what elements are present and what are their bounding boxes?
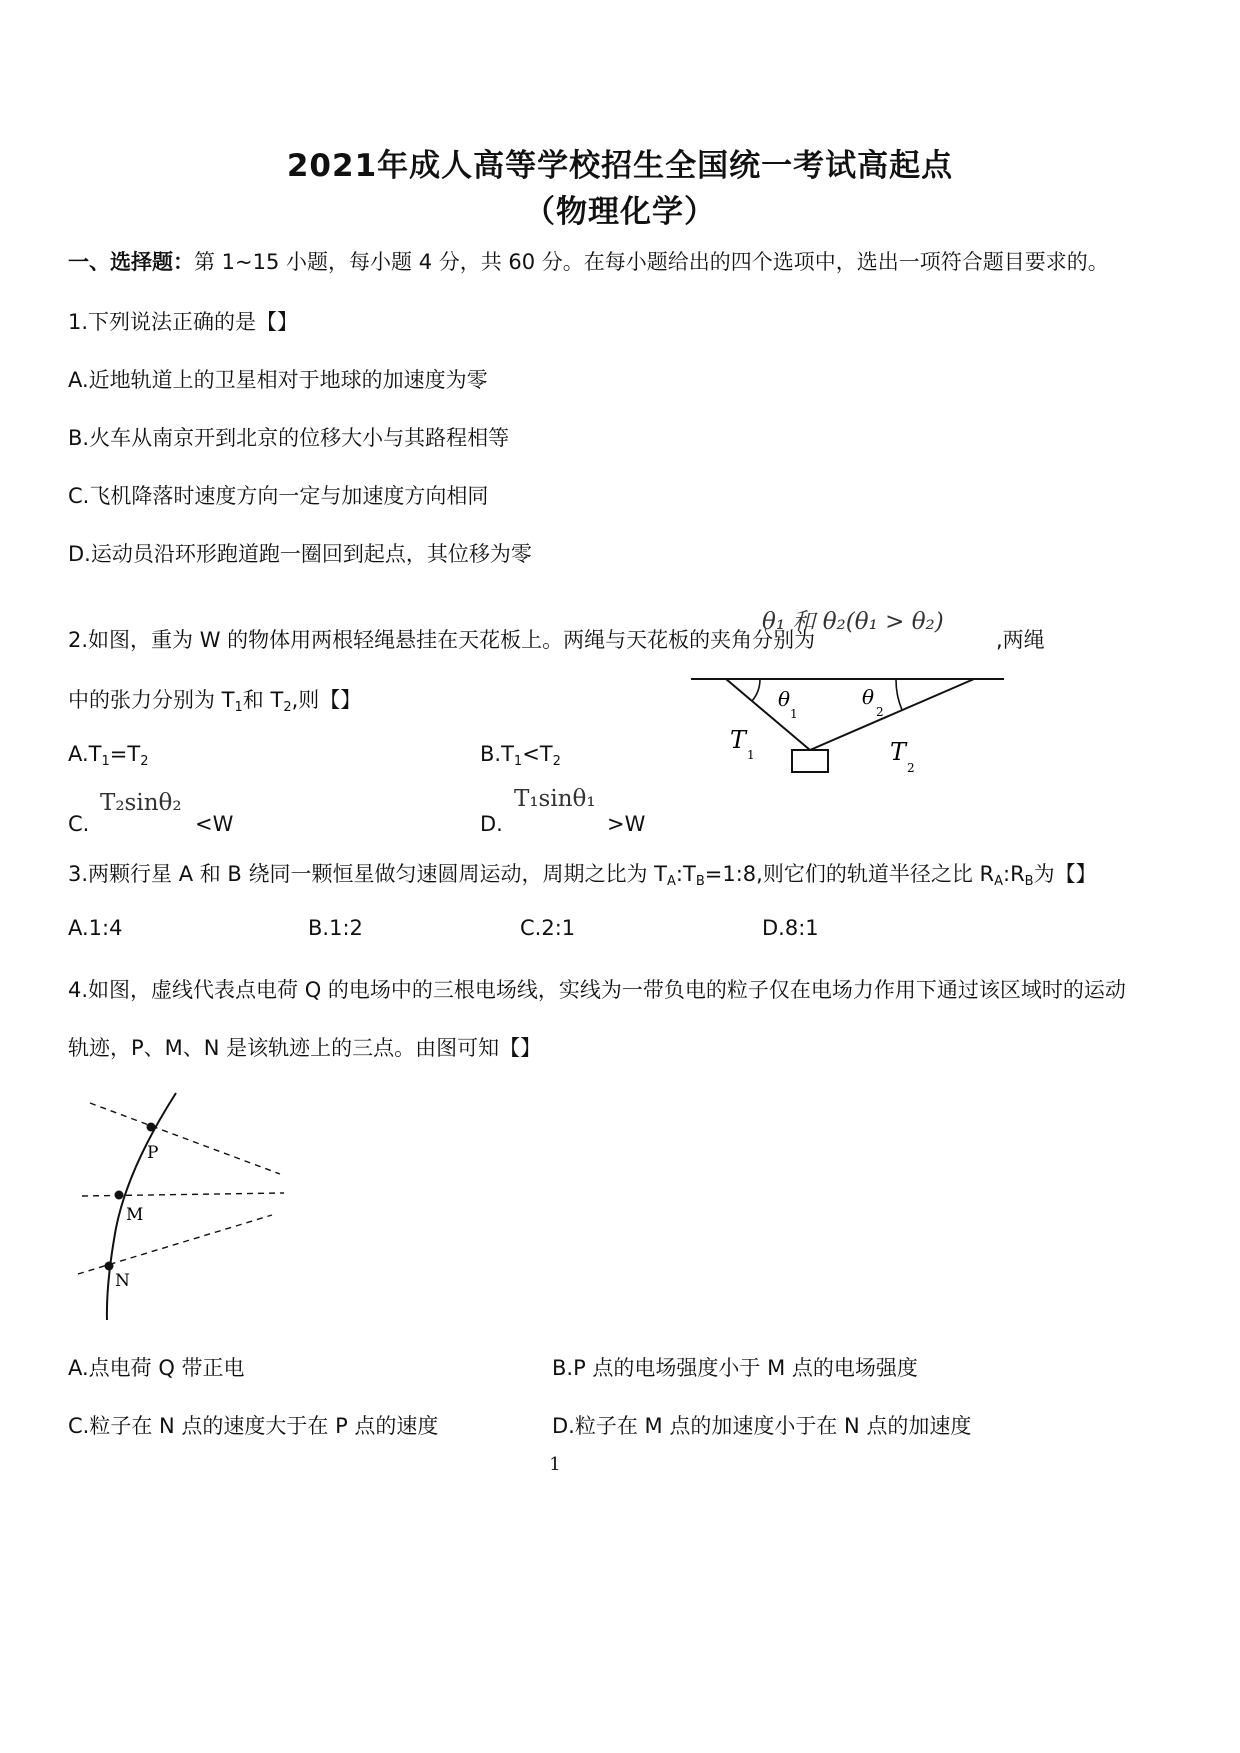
weight-block <box>792 750 828 772</box>
q2-stem-line2 <box>68 684 361 714</box>
theta2-index: 2 <box>876 705 884 719</box>
label-n: N <box>115 1271 130 1291</box>
q2-text-b: 和 T <box>242 688 284 712</box>
q4-option-d: D.粒子在 M 点的加速度小于在 N 点的加速度 <box>552 1414 972 1438</box>
q2-option-b <box>480 742 561 769</box>
q2-option-a <box>68 742 149 769</box>
q3-option-b: B.1:2 <box>308 916 363 940</box>
label-p: P <box>147 1143 159 1163</box>
q1-option-b: B.火车从南京开到北京的位移大小与其路程相等 <box>68 426 510 450</box>
q3-stem <box>68 858 1097 888</box>
q3-option-d: D.8:1 <box>762 916 819 940</box>
q3-colon2: :R <box>1003 862 1025 886</box>
section-instructions: 第 1~15 小题，每小题 4 分，共 60 分。在每小题给出的四个选项中，选出一项符合题目要求的。 <box>194 250 1109 274</box>
q2-sub-1: 1 <box>234 700 243 715</box>
q1-option-c: C.飞机降落时速度方向一定与加速度方向相同 <box>68 484 489 508</box>
q2-option-c-formula: T₂sinθ₂ <box>100 790 182 816</box>
page-subtitle: （物理化学） <box>524 194 716 230</box>
q2-text-a: 中的张力分别为 T <box>68 688 235 712</box>
q4-stem-line1: 4.如图，虚线代表点电荷 Q 的电场中的三根电场线，实线为一带负电的粒子仅在电场力作用下通过该区域时的运动 <box>68 978 1126 1002</box>
point-p <box>147 1123 156 1132</box>
q2-opt-a-sub2: 2 <box>140 754 149 769</box>
q2-opt-a-mid: =T <box>109 742 141 766</box>
theta1-label: θ <box>778 687 791 711</box>
q2-opt-b-sub2: 2 <box>552 754 561 769</box>
section-heading-line <box>68 246 1109 276</box>
q4-option-b: B.P 点的电场强度小于 M 点的电场强度 <box>552 1356 918 1380</box>
label-m: M <box>126 1205 144 1225</box>
angle-arc-1 <box>752 679 760 701</box>
q2-angle-formula: θ₁ 和 θ₂(θ₁ > θ₂) <box>762 609 944 635</box>
q3-sub-rb: B <box>1024 874 1034 889</box>
section-heading: 一、选择题： <box>68 250 194 274</box>
q4-option-c: C.粒子在 N 点的速度大于在 P 点的速度 <box>68 1414 439 1438</box>
angle-arc-2 <box>896 679 902 710</box>
t2-label: T <box>890 738 907 766</box>
q2-text-c: ,则【】 <box>291 688 362 712</box>
q1-option-d: D.运动员沿环形跑道跑一圈回到起点，其位移为零 <box>68 542 532 566</box>
q2-option-d-formula: T₁sinθ₁ <box>514 786 596 812</box>
q4-stem-line2: 轨迹，P、M、N 是该轨迹上的三点。由图可知【】 <box>68 1036 542 1060</box>
point-n <box>105 1262 114 1271</box>
q4-field-diagram <box>70 1088 300 1324</box>
q2-option-c-suffix: <W <box>195 812 234 836</box>
q3-sub-ra: A <box>994 874 1003 889</box>
theta1-index: 1 <box>790 707 798 721</box>
q3-text-b: =1:8,则它们的轨道半径之比 R <box>704 862 995 886</box>
q3-sub-b: B <box>695 874 705 889</box>
q2-stem-part1: 2.如图，重为 W 的物体用两根轻绳悬挂在天花板上。两绳与天花板的夹角分别为 <box>68 628 816 652</box>
q2-opt-b-sub1: 1 <box>513 754 523 769</box>
field-line-2 <box>82 1193 284 1196</box>
q2-option-d-suffix: >W <box>607 812 646 836</box>
q2-sub-2: 2 <box>283 700 292 715</box>
q1-stem: 1.下列说法正确的是【】 <box>68 310 299 334</box>
q1-option-a: A.近地轨道上的卫星相对于地球的加速度为零 <box>68 368 488 392</box>
q3-option-c: C.2:1 <box>520 916 576 940</box>
point-m <box>115 1191 124 1200</box>
field-line-1 <box>90 1103 280 1174</box>
q2-stem-part2: ,两绳 <box>996 628 1045 652</box>
q3-text-a: 3.两颗行星 A 和 B 绕同一颗恒星做匀速圆周运动，周期之比为 T <box>68 862 668 886</box>
q4-option-a: A.点电荷 Q 带正电 <box>68 1356 245 1380</box>
q2-option-c-label: C. <box>68 812 90 836</box>
t2-index: 2 <box>907 761 915 775</box>
t1-label: T <box>730 726 747 754</box>
q2-option-d-label: D. <box>480 812 503 836</box>
t1-index: 1 <box>747 748 755 762</box>
q2-opt-b-mid: <T <box>522 742 553 766</box>
q3-text-c: 为【】 <box>1033 862 1097 886</box>
q2-opt-a-prefix: A.T <box>68 742 102 766</box>
page-title: 2021年成人高等学校招生全国统一考试高起点 <box>286 148 954 184</box>
q2-opt-a-sub1: 1 <box>101 754 110 769</box>
q2-opt-b-prefix: B.T <box>480 742 514 766</box>
page-number: 1 <box>549 1454 561 1475</box>
theta2-label: θ <box>862 685 875 709</box>
q3-option-a: A.1:4 <box>68 916 123 940</box>
q3-colon: :T <box>675 862 696 886</box>
q3-sub-a: A <box>667 874 676 889</box>
q2-rope-diagram <box>686 664 1016 794</box>
